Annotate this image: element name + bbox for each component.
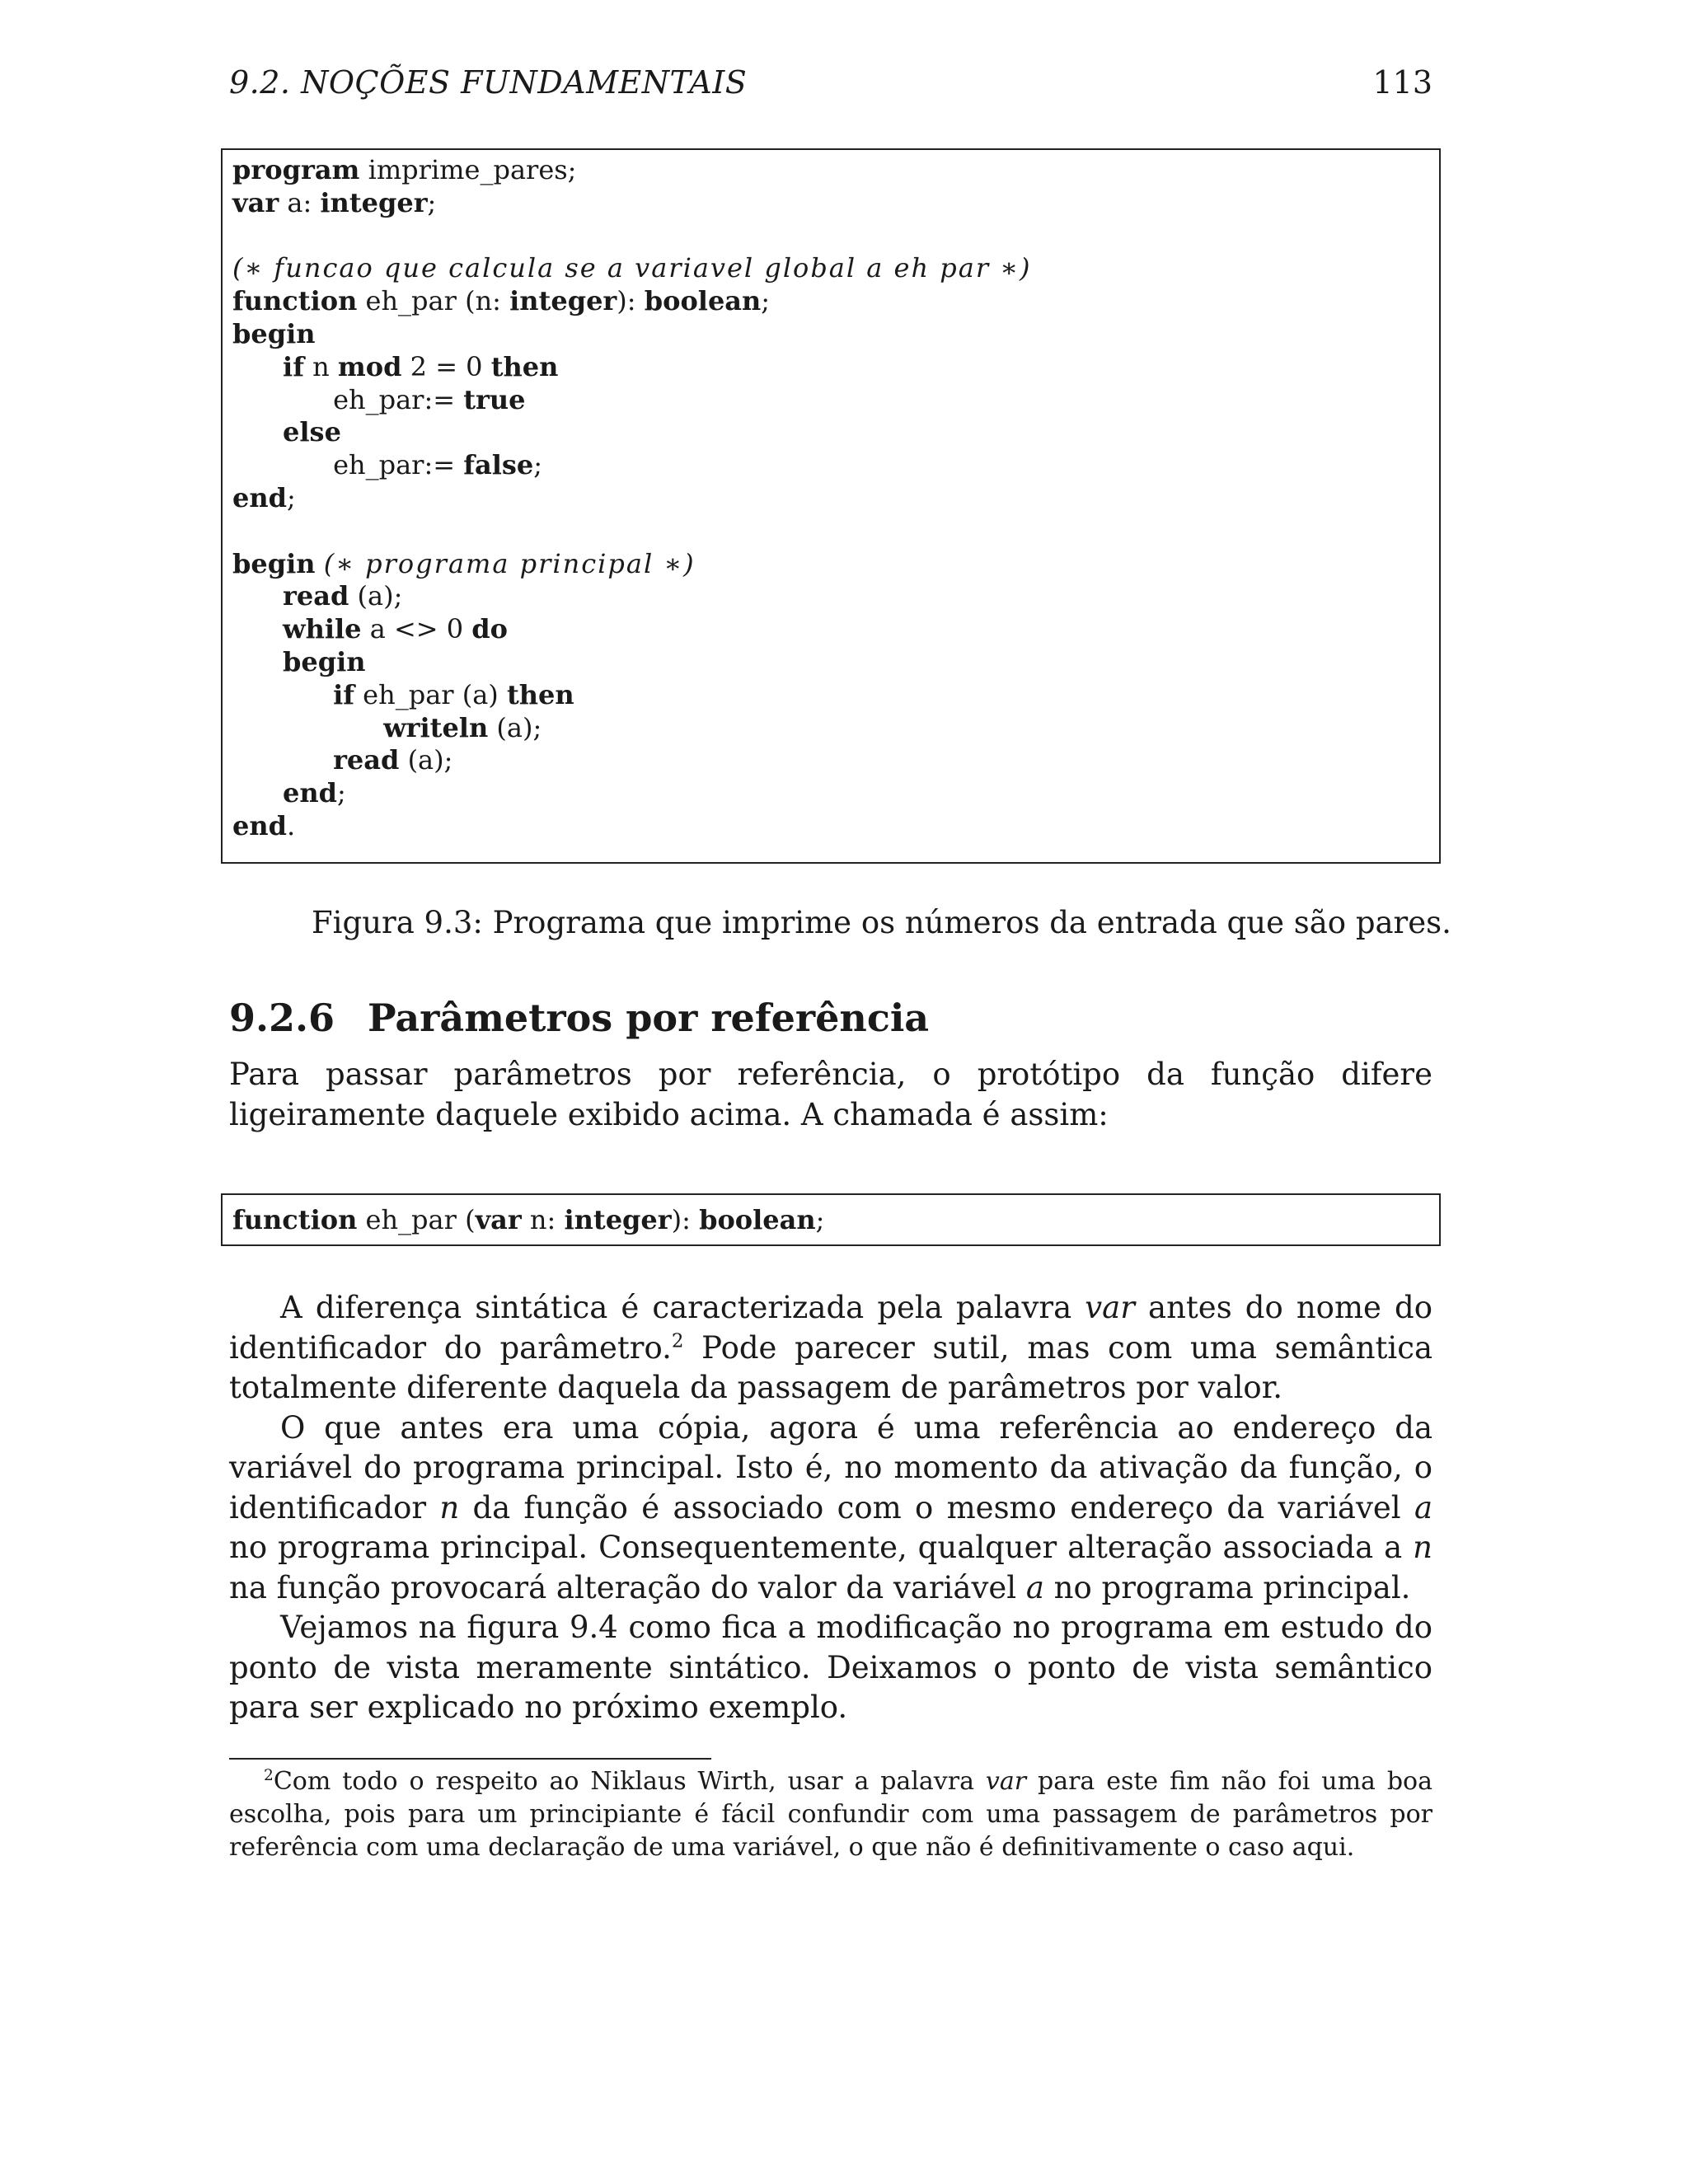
math-var: a bbox=[1414, 1489, 1432, 1526]
code-keyword: else bbox=[283, 416, 341, 448]
code-line bbox=[232, 743, 452, 776]
code-keyword: boolean bbox=[644, 285, 762, 317]
code-line bbox=[232, 809, 295, 842]
code-listing-signature bbox=[221, 1193, 1441, 1246]
code-keyword: integer bbox=[320, 186, 428, 218]
text-run: antes do nome do identificador do parâmetro. bbox=[229, 1290, 1432, 1366]
math-var: n bbox=[1413, 1530, 1432, 1565]
footnote-rule bbox=[229, 1758, 711, 1760]
code-text: ; bbox=[815, 1204, 825, 1235]
text-run: O que antes era uma cópia, agora é uma referência ao endereço da variável do programa principal. Isto é, no momento da ativação da função, o identificador bbox=[229, 1409, 1432, 1526]
code-listing-figure-9-3 bbox=[221, 148, 1441, 864]
code-line bbox=[232, 186, 436, 219]
code-text: ; bbox=[533, 449, 543, 481]
running-head bbox=[229, 64, 1432, 114]
text-run: na função provocará alteração do valor da variável bbox=[229, 1569, 1026, 1605]
code-line bbox=[232, 678, 574, 711]
code-comment: (∗ funcao que calcula se a variavel global a eh par ∗) bbox=[232, 252, 1032, 284]
body-text bbox=[229, 1288, 1432, 1728]
code-text bbox=[232, 416, 283, 448]
code-line bbox=[232, 776, 346, 809]
code-text bbox=[232, 712, 383, 743]
code-line bbox=[232, 153, 576, 186]
code-text: eh_par ( bbox=[357, 1204, 476, 1235]
code-keyword: if bbox=[283, 350, 304, 382]
section-number: 9.2.6 bbox=[229, 996, 335, 1040]
code-keyword: then bbox=[490, 350, 559, 382]
code-keyword: end bbox=[232, 810, 287, 841]
code-text bbox=[232, 646, 283, 677]
text-run-italic: var bbox=[1085, 1290, 1135, 1325]
running-title: 9.2. NOÇÕES FUNDAMENTAIS bbox=[229, 64, 748, 101]
code-keyword: boolean bbox=[699, 1204, 816, 1235]
code-text: n: bbox=[521, 1204, 565, 1235]
code-keyword: var bbox=[232, 186, 279, 218]
code-text bbox=[316, 548, 324, 579]
page-number: 113 bbox=[1372, 64, 1432, 101]
code-line bbox=[232, 350, 558, 383]
code-keyword: end bbox=[232, 482, 287, 513]
text-run: no programa principal. Consequentemente, qualquer alteração associada a bbox=[229, 1530, 1414, 1565]
code-text bbox=[232, 777, 283, 808]
code-text: (a); bbox=[399, 744, 453, 776]
math-var: a bbox=[1025, 1569, 1044, 1605]
text-run: para este fim não foi uma boa escolha, pois para um principiante é fácil confundir com uma passagem de parâmetros por referência com uma declaração de uma variável, o que não é definitivamente o caso aqui. bbox=[229, 1767, 1432, 1862]
code-line bbox=[232, 612, 508, 645]
text-run: da função é associado com o mesmo endereço da variável bbox=[459, 1489, 1414, 1526]
code-text bbox=[232, 580, 283, 612]
code-line bbox=[232, 547, 696, 580]
code-text: a <> 0 bbox=[361, 613, 472, 645]
code-line bbox=[232, 415, 341, 448]
code-keyword: end bbox=[283, 777, 338, 809]
code-keyword: true bbox=[463, 383, 526, 415]
text-run: no programa principal. bbox=[1043, 1569, 1411, 1605]
code-text bbox=[232, 744, 333, 776]
code-keyword: begin bbox=[232, 318, 316, 349]
code-keyword: if bbox=[333, 678, 354, 710]
text-run-italic: var bbox=[985, 1767, 1027, 1796]
code-line bbox=[232, 284, 770, 317]
code-keyword: begin bbox=[283, 646, 366, 677]
code-comment: (∗ programa principal ∗) bbox=[323, 547, 696, 579]
code-keyword: var bbox=[475, 1204, 522, 1235]
figure-caption: Figura 9.3: Programa que imprime os números da entrada que são pares. bbox=[312, 905, 1451, 940]
code-keyword: function bbox=[232, 285, 358, 317]
code-line bbox=[232, 1203, 824, 1236]
code-text bbox=[232, 679, 333, 710]
footnote-marker: 2 bbox=[671, 1329, 684, 1352]
code-line bbox=[232, 645, 366, 678]
code-keyword: writeln bbox=[383, 711, 489, 743]
text-run: Pode parecer sutil, mas com uma semântica totalmente diferente daquela da passagem de parâmetros por valor. bbox=[229, 1329, 1433, 1405]
code-keyword: begin bbox=[232, 547, 316, 579]
code-keyword: mod bbox=[337, 350, 402, 382]
code-text: (a); bbox=[488, 711, 542, 743]
code-keyword: function bbox=[232, 1204, 358, 1235]
code-text: eh_par (n: bbox=[357, 285, 510, 317]
code-text: eh_par:= bbox=[232, 383, 464, 415]
code-text: ; bbox=[287, 482, 296, 513]
code-line bbox=[232, 383, 526, 416]
code-keyword: false bbox=[463, 449, 534, 481]
code-text: ; bbox=[427, 186, 437, 218]
text-run: A diferença sintática é caracterizada pela palavra bbox=[280, 1290, 1085, 1325]
code-text: ): bbox=[617, 285, 645, 317]
code-keyword: read bbox=[333, 744, 400, 776]
code-text: (a); bbox=[349, 580, 403, 612]
math-var: n bbox=[439, 1489, 460, 1526]
code-keyword: program bbox=[232, 154, 360, 185]
code-keyword: do bbox=[471, 613, 508, 645]
code-text: eh_par:= bbox=[232, 449, 464, 481]
section-title: Parâmetros por referência bbox=[368, 996, 930, 1040]
code-keyword: then bbox=[506, 678, 574, 710]
code-line bbox=[232, 481, 296, 514]
code-line bbox=[232, 317, 316, 350]
code-text bbox=[232, 613, 283, 644]
code-keyword: integer bbox=[509, 285, 617, 317]
footnote bbox=[229, 1765, 1432, 1864]
footnote-mark: 2 bbox=[264, 1766, 274, 1784]
body-paragraph-1 bbox=[229, 1288, 1432, 1408]
code-text: imprime_pares; bbox=[359, 154, 577, 185]
code-keyword: read bbox=[283, 580, 349, 612]
code-keyword: while bbox=[283, 613, 362, 645]
code-text: ; bbox=[761, 285, 771, 317]
code-text bbox=[232, 351, 283, 382]
section-heading bbox=[229, 996, 929, 1040]
intro-paragraph bbox=[229, 1055, 1432, 1135]
text-run: Com todo o respeito ao Niklaus Wirth, usar a palavra bbox=[273, 1767, 986, 1796]
code-text: 2 = 0 bbox=[401, 350, 491, 382]
code-text: eh_par (a) bbox=[354, 678, 507, 710]
body-paragraph-2 bbox=[229, 1408, 1432, 1609]
code-line bbox=[232, 448, 542, 481]
code-line bbox=[232, 711, 542, 744]
code-keyword: integer bbox=[564, 1204, 672, 1235]
code-text: . bbox=[287, 810, 296, 841]
code-text: n bbox=[303, 350, 338, 382]
intro-paragraph-text: Para passar parâmetros por referência, o protótipo da função difere ligeiramente daquele exibido acima. A chamada é assim: bbox=[229, 1057, 1432, 1132]
footnote-text bbox=[229, 1765, 1432, 1864]
body-paragraph-3: Vejamos na figura 9.4 como fica a modificação no programa em estudo do ponto de vista meramente sintático. Deixamos o ponto de vista semântico para ser explicado no próximo exemplo. bbox=[229, 1610, 1432, 1725]
code-text: ): bbox=[671, 1204, 700, 1235]
code-line bbox=[232, 251, 1032, 284]
code-text: ; bbox=[337, 777, 346, 809]
code-text: a: bbox=[279, 186, 321, 218]
code-line bbox=[232, 579, 402, 612]
